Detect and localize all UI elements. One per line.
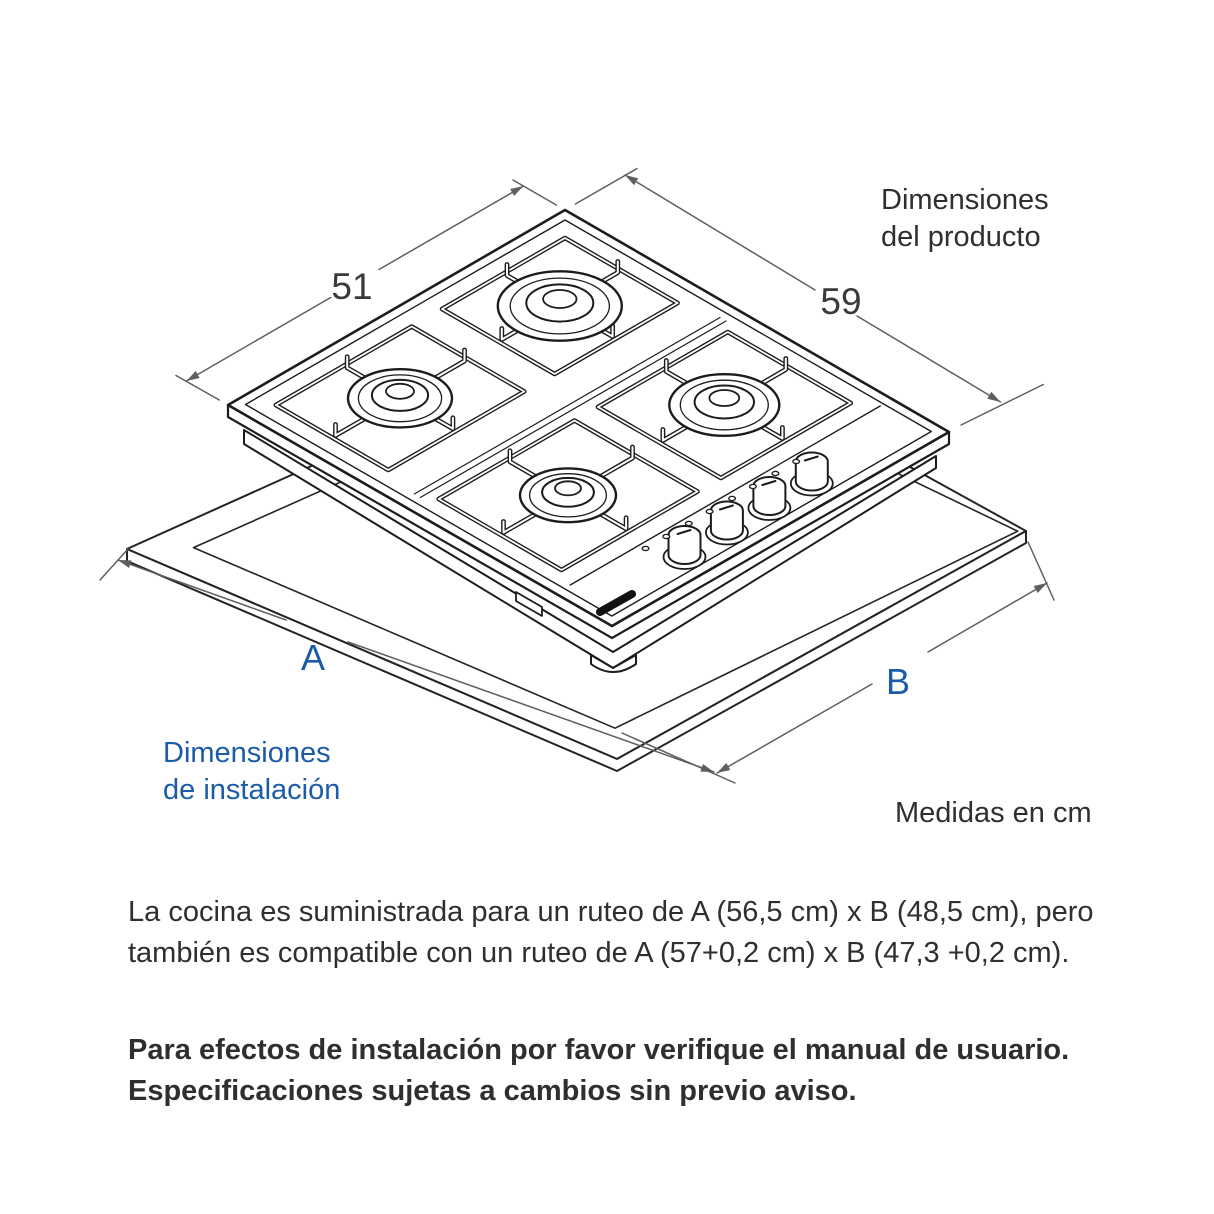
- burner-ring: [709, 390, 739, 406]
- arrowhead: [700, 764, 714, 772]
- warning-note: [128, 1030, 1138, 1112]
- burner-indicator-dot: [750, 484, 757, 488]
- arrowhead: [186, 371, 199, 381]
- burner-indicator-dot: [642, 546, 649, 550]
- arrowhead: [118, 560, 132, 568]
- burner-indicator-dot: [685, 521, 692, 525]
- installation-dimensions-line2: de instalación: [163, 774, 341, 806]
- warning-note-line1: Para efectos de instalación por favor verifique el manual de usuario.: [128, 1034, 1070, 1066]
- burner-indicator-dot: [663, 534, 670, 538]
- arrowhead: [625, 175, 638, 185]
- burner-indicator-dot: [793, 459, 800, 463]
- burner-indicator-dot: [729, 496, 736, 500]
- product-dimensions-label: [881, 182, 1049, 256]
- burner-ring: [543, 290, 576, 308]
- arrowhead: [987, 392, 1000, 402]
- routing-note-line1: La cocina es suministrada para un ruteo de A (56,5 cm) x B (48,5 cm), pero: [128, 896, 1094, 928]
- units-note: Medidas en cm: [895, 797, 1092, 829]
- dim-b-label: B: [885, 661, 911, 702]
- burner-ring: [555, 481, 581, 495]
- dim-59-label: 59: [820, 281, 862, 322]
- burner-indicator-dot: [772, 471, 779, 475]
- product-dimensions-line1: Dimensiones: [881, 184, 1049, 216]
- burner-ring: [386, 384, 414, 399]
- routing-note-line2: también es compatible con un ruteo de A (57+0,2 cm) x B (47,3 +0,2 cm).: [128, 937, 1070, 969]
- dim-a-label: A: [300, 637, 326, 678]
- arrowhead: [1034, 583, 1047, 593]
- installation-dimensions-line1: Dimensiones: [163, 737, 331, 769]
- dim-51-label: 51: [331, 266, 373, 307]
- installation-dimensions-label: [163, 735, 340, 809]
- routing-note: [128, 892, 1138, 974]
- warning-note-line2: Especificaciones sujetas a cambios sin previo aviso.: [128, 1075, 857, 1107]
- arrowhead: [717, 763, 730, 773]
- product-dimensions-line2: del producto: [881, 221, 1041, 253]
- burner-indicator-dot: [706, 509, 713, 513]
- arrowhead: [510, 186, 523, 196]
